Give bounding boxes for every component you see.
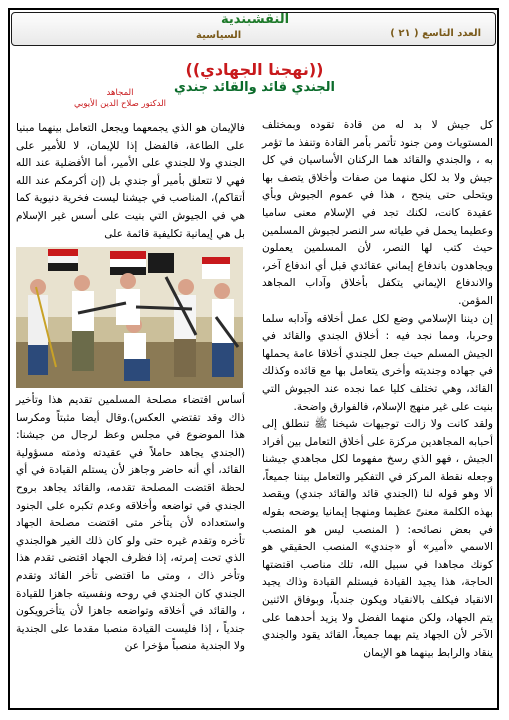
masthead: النقشبندية — [220, 12, 290, 27]
left-column-bottom — [16, 392, 245, 656]
paragraph: أساس اقتضاء مصلحة المسلمين تقديم هذا وتأخير ذاك وقد تقتضي العكس).وقال أيضا مثبتاً ومكرسا هذا الموضوع في مجلس وعظ لرجال من جيشنا: (الجندي يجاهد حاملاً في عقيدته وذمته مسؤولية القائد، أي أنه حاضر وجاهز لأن يستلم القيادة في أي لحظة اقتضت المصلحة تقدمه، والقائد يجاهد بروح الجندي في تواضعه وأخلاقه وعدم تكبره على الجنود واستعداده لأن يتأخر متى اقتضت مصلحة الجهاد تأخره وتقدم غيره حتى ولو كان ذلك الغير هوالجندي الذي تحت إمرته، إذا فظرف الجهاد اقتضى تقدم هذا وتأخر ذاك ، ومتى ما اقتضى تأخر القائد وتقدم الجندي كان الجندي في روحه ونفسيته جاهزا للقيادة ، والقائد في أخلاقه وتواضعه جاهزا لأن يتأخرويكون جندياً ، إذا فليست القيادة منصبا مقدما على الجندية ولا الجندية منصباً مؤخرا عن — [16, 394, 245, 653]
paragraph: ولقد كانت ولا زالت توجيهات شيخنا ﷺ تنطلق إلى أحبابه المجاهدين مركزة على أخلاق التعامل بين أفراد الجيش ، فهو الذي رسخ مفهوما لكل مجاهدي جيشنا وجعله نقطة المركز في التفكير والتعامل بيننا جميعاً، ألا وهو قوله لنا (الجندي قائد والقائد جندي) ويقصد بهذه الكلمة معنىً عظيما ومنهجا إيمانيا يوضحه بقوله في بعض نصائحه: ( المنصب ليس هو المنصب الاسمي «أمير» أو «جندي» المنصب الحقيقي هو كونك مجاهدا في سبيل الله، تلك مناصب اقتضتها الحاجة، هذا يجيد القيادة فيستلم القيادة وذاك يجيد الانقياد فيكلف بالانقياد ويكون جندياً، وبوفاق الاثنين يتم الجهاد، ولكن منهما الفضل ولا يزيد أحدهما على الآخر لأن الجهاد يتم بهما جميعاً، القائد يقود والجندي ينقاد والرابط بينهما هو الإيمان — [262, 418, 493, 659]
paragraph: فالإيمان هو الذي يجمعهما ويجعل التعامل بينهما مبنيا على الطاعة، فالفضل إذا للإيمان، لا للأمير على الجندي ولا للجندي على الأمير، أما الأفضلية عند الله فهي لا تتعلق بأمير أو جندي بل (إن أكرمكم عند الله أتقاكم)، المناصب في جيشنا ليست فخرية دنيوية كما هي في الجيوش التي بنيت على أسس غير الإسلام بل هي إيمانية تكليفية قائمة على — [16, 122, 245, 240]
author-byline — [40, 88, 200, 110]
section-label: السياسية — [196, 30, 242, 41]
mujahideen-photo — [16, 247, 243, 388]
paragraph: إن ديننا الإسلامي وضع لكل عمل أخلاقه وآدابه سلما وحربا، ومما نجد فيه : أخلاق الجندي والقائد في الجيش المسلم حيث جعل للجندي أخلاقا عامة يحملها في جهاده وجنديته وأخرى يتعامل بها مع قائده وكذلك القائد، وهي تختلف كليا عما نجده عند الجيوش التي بنيت على غير منهج الإسلام، فالفوارق واضحة. — [262, 312, 493, 413]
left-column-top — [16, 120, 245, 243]
issue-number: العدد التاسع ( ٢١ ) — [390, 28, 481, 39]
mujahideen-group-photo-icon — [16, 247, 243, 388]
article-title: ((نهجنا الجهادي)) — [185, 60, 324, 79]
right-column — [262, 117, 493, 662]
author-name: الدكتور صلاح الدين الأيوبي — [73, 99, 167, 109]
paragraph: كل جيش لا بد له من قادة تقوده وبمختلف المستويات ومن جنود تأتمر بأمر القادة وتنفذ ما تؤمر به ، والجندي والقائد هما الركنان الأساسيان في كل جيش ولا بد لكل منهما من صفات وأخلاق يتصف بها ويتحلى حتى ينجح ، هذا في عموم الجيوش وبأي عقيدة كانت، لكنك تجد في الإسلام معنى ساميا وعطيما يحمل في طياته سر النصر لجيوش المسلمين حيث كتب لها النصر، لأن المسلمين يعملون ويجاهدون باندفاع إيماني عقائدي قبل أي اندفاع آخر، والاندفاع الإيماني يتكفل بأخلاق وآداب المجاهد المؤمن. — [262, 119, 493, 307]
author-title: المجاهد — [106, 88, 134, 98]
article-subtitle: الجندي قائد والقائد جندي — [174, 80, 335, 95]
